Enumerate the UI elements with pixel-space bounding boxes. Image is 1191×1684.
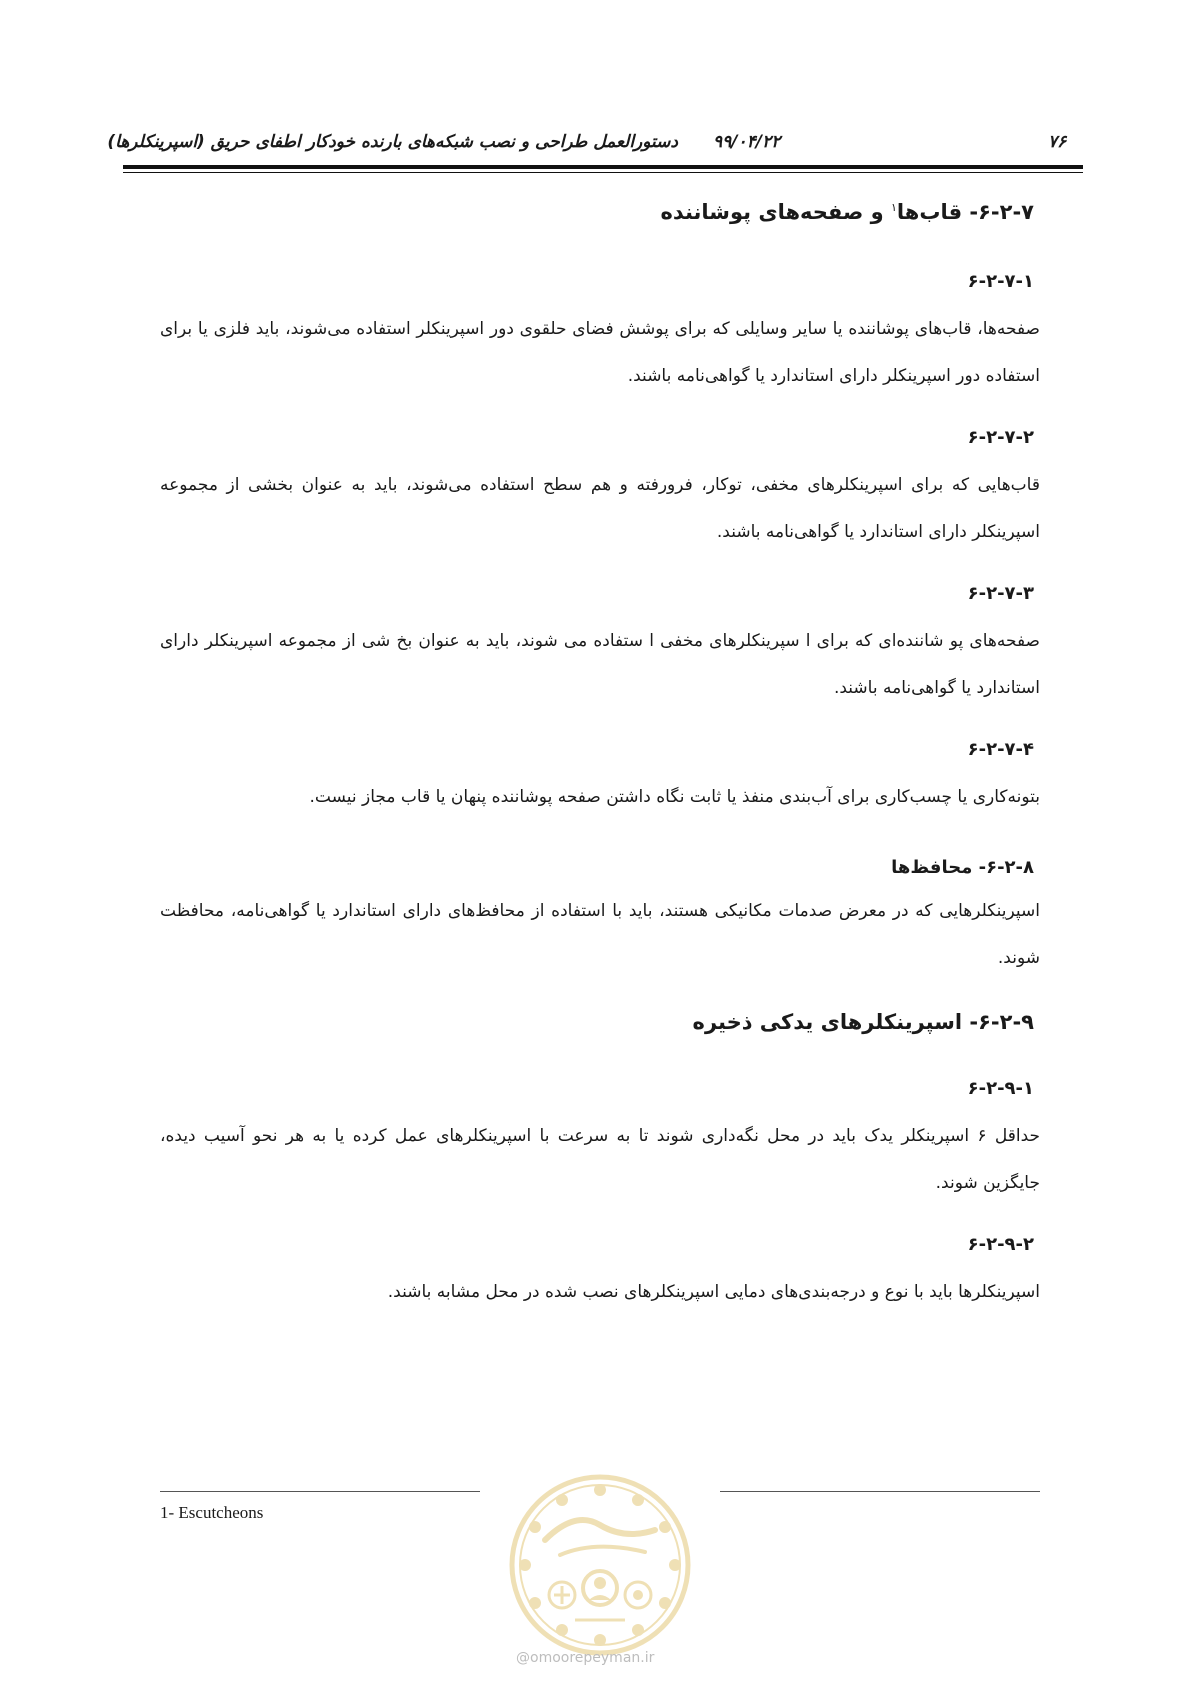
footnote: 1- Escutcheons [160,1503,264,1522]
subsection-label: ۶-۲-۷-۳ [967,583,1034,604]
header-date: ۹۹/۰۴/۲۲ [713,132,781,152]
omoore-peyman-seal-icon [505,1470,695,1660]
paragraph: اسپرینکلرها باید با نوع و درجه‌بندی‌های دمایی اسپرینکلرهای نصب شده در محل مشابه باشند. [387,1282,1040,1302]
section-heading-6-2-8: ۶-۲-۸- محافظ‌ها [891,857,1034,878]
header-title: دستورالعمل طراحی و نصب شبکه‌های بارنده خودکار اطفای حریق (اسپرینکلرها) [107,132,678,152]
page-number: ۷۶ [1048,132,1067,152]
footnote-marker: ۱ [890,201,897,214]
subsection-label: ۶-۲-۷-۲ [967,427,1034,448]
footnote-rule [720,1491,1040,1492]
paragraph: صفحه‌های پو شاننده‌ای که برای ا سپرینکلرهای مخفی ا ستفاده می شوند، باید به عنوان بخ شی از مجموعه اسپرینکلر دارای استاندارد یا گواهی‌نامه باشند. [160,631,1040,698]
section-heading-6-2-9: ۶-۲-۹- اسپرینکلرهای یدکی ذخیره [692,1010,1034,1034]
paragraph: حداقل ۶ اسپرینکلر یدک باید در محل نگه‌داری شوند تا به سرعت با اسپرینکلرهای عمل کرده یا به هر نحو آسیب دیده، جایگزین شوند. [160,1126,1041,1193]
section-heading-6-2-7: ۶-۲-۷- قاب‌ها$^۱$ و صفحه‌های پوشاننده [660,200,1034,224]
header-rule-thick [123,165,1083,169]
subsection-label: ۶-۲-۷-۴ [967,739,1034,760]
footnote-rule [160,1491,480,1492]
subsection-label: ۶-۲-۹-۱ [967,1078,1034,1099]
subsection-label: ۶-۲-۹-۲ [967,1234,1034,1255]
header-rule-thin [123,172,1083,173]
subsection-label: ۶-۲-۷-۱ [967,271,1034,292]
paragraph: بتونه‌کاری یا چسب‌کاری برای آب‌بندی منفذ یا ثابت نگاه داشتن صفحه پوشاننده پنهان یا قاب مجاز نیست. [309,787,1040,807]
watermark-url: @omoorepeyman.ir [516,1650,655,1666]
paragraph: صفحه‌ها، قاب‌های پوشاننده یا سایر وسایلی که برای پوشش فضای حلقوی دور اسپرینکلر استفاده می‌شوند، باید فلزی یا برای استفاده دور اسپرینکلر دارای استاندارد یا گواهی‌نامه باشند. [160,319,1040,386]
paragraph: اسپرینکلرهایی که در معرض صدمات مکانیکی هستند، باید با استفاده از محافظ‌های دارای استاندارد یا گواهی‌نامه، محافظت شوند. [160,901,1040,968]
paragraph: قاب‌هایی که برای اسپرینکلرهای مخفی، توکار، فرورفته و هم سطح استفاده می‌شوند، باید به عنوان بخشی از مجموعه اسپرینکلر دارای استاندارد یا گواهی‌نامه باشند. [160,475,1040,542]
